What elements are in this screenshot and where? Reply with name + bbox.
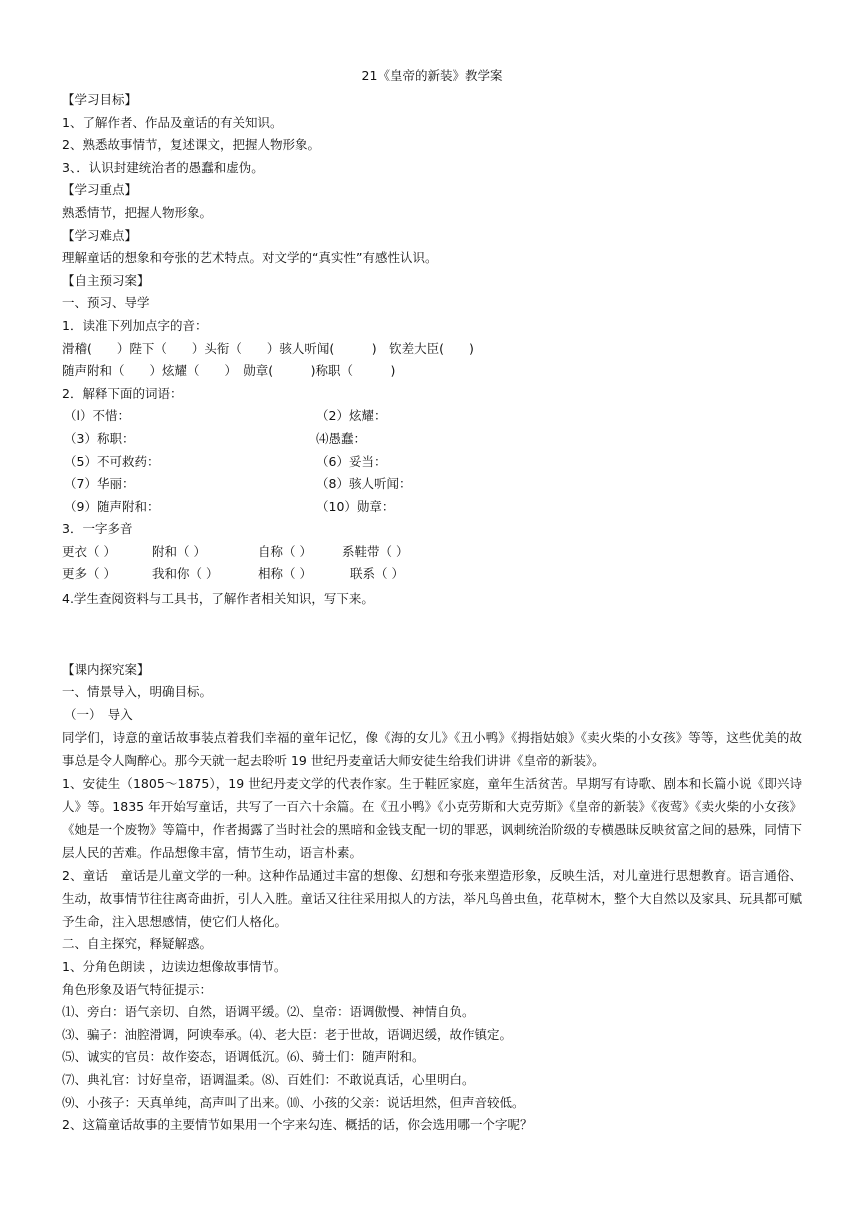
vocab-item: （5）不可救药：	[64, 453, 160, 469]
vocab-item: （9）随声附和：	[64, 498, 160, 514]
section-heading-difficulty: 【学习难点】	[62, 227, 138, 243]
polyphone-item: 联系（ ）	[350, 566, 404, 582]
vocab-row	[62, 405, 802, 428]
polyphone-item: 更多（ ）	[62, 566, 116, 582]
role-line: ⑶、骗子：油腔滑调，阿谀奉承。⑷、老大臣：老于世故，语调迟缓，故作镇定。	[62, 1026, 513, 1042]
step-2-heading: 二、自主探究，释疑解惑。	[62, 936, 213, 952]
vocab-row	[62, 496, 802, 519]
question-4: 4.学生查阅资料与工具书，了解作者相关知识，写下来。	[62, 591, 374, 607]
section-heading-self-study: 【自主预习案】	[62, 272, 150, 288]
step-2-item: 2、这篇童话故事的主要情节如果用一个字来勾连、概括的话，你会选用哪一个字呢？	[62, 1117, 533, 1133]
andersen-paragraph: 1、安徒生（1805～1875），19 世纪丹麦文学的代表作家。生于鞋匠家庭，童年生活贫苦。早期写有诗歌、剧本和长篇小说《即兴诗人》等。1835 年开始写童话，共写了一百六十余篇。在《丑小鸭》《小克劳斯和大克劳斯》《皇帝的新装》《夜莺》《卖火柴的小女孩》《她是一个废物》等篇中，作者揭露了当时社会的黑暗和金钱支配一切的罪恶，讽刺统治阶级的专横愚昧反映贫富之间的悬殊，同情下层人民的苦难。作品想像丰富，情节生动，语言朴素。	[62, 776, 802, 861]
vocab-row	[62, 451, 802, 474]
polyphone-row	[62, 541, 802, 564]
step-2-item: 1、分角色朗读 ，边读边想像故事情节。	[62, 959, 287, 975]
role-line: ⑸、诚实的官员：故作姿态，语调低沉。⑹、骑士们：随声附和。	[62, 1049, 425, 1065]
goal-item: 3、．认识封建统治者的愚蠢和虚伪。	[62, 159, 264, 175]
step-1-heading: 一、情景导入，明确目标。	[62, 684, 213, 700]
question-2-heading: 2．解释下面的词语：	[62, 385, 183, 401]
roles-heading: 角色形象及语气特征提示：	[62, 981, 213, 997]
vocab-row	[62, 428, 802, 451]
step-1-subheading: （一） 导入	[64, 706, 133, 722]
goal-item: 1、了解作者、作品及童话的有关知识。	[62, 114, 283, 130]
vocab-item: （6）妥当：	[316, 453, 387, 469]
polyphone-item: 系鞋带（ ）	[342, 543, 409, 559]
question-3-heading: 3．一字多音	[62, 521, 133, 537]
vocab-item: （l）不惜：	[64, 408, 130, 424]
vocab-item: ⑷愚蠢：	[316, 430, 367, 446]
vocab-item: （2）炫耀：	[316, 408, 387, 424]
vocab-row	[62, 473, 802, 496]
difficulty-text: 理解童话的想象和夸张的艺术特点。对文学的“真实性”有感性认识。	[62, 250, 438, 266]
polyphone-item: 相称（ ）	[258, 566, 312, 582]
polyphone-item: 我和你（ ）	[152, 566, 219, 582]
vocab-item: （3）称职：	[64, 430, 135, 446]
pronunciation-line: 随声附和（ ）炫耀（ ） 勋章( )称职（ )	[62, 363, 396, 379]
vocab-item: （8）骇人听闻：	[316, 476, 412, 492]
polyphone-item: 更衣（ ）	[62, 543, 116, 559]
blank-space	[62, 611, 802, 659]
document-page	[62, 66, 802, 1137]
polyphone-item: 自称（ ）	[258, 543, 312, 559]
question-1-heading: 1．读准下列加点字的音：	[62, 317, 208, 333]
key-text: 熟悉情节，把握人物形象。	[62, 204, 213, 220]
vocab-item: （10）勋章：	[316, 498, 395, 514]
fairy-tale-paragraph: 2、童话 童话是儿童文学的一种。这种作品通过丰富的想像、幻想和夸张来塑造形象，反映生活，对儿童进行思想教育。语言通俗、生动，故事情节往往离奇曲折，引人入胜。童话又往往采用拟人的方法，举凡鸟兽虫鱼，花草树木，整个大自然以及家具、玩具都可赋予生命，注入思想感情，使它们人格化。	[62, 868, 802, 930]
role-line: ⑴、旁白：语气亲切、自然，语调平缓。⑵、皇帝：语调傲慢、神情自负。	[62, 1004, 475, 1020]
polyphone-item: 附和（ ）	[152, 543, 206, 559]
pronunciation-line: 滑稽( ）陛下（ ）头衔（ ）骇人听闻( ) 钦差大臣( )	[62, 340, 474, 356]
role-line: ⑺、典礼官：讨好皇帝，语调温柔。⑻、百姓们：不敢说真话，心里明白。	[62, 1072, 475, 1087]
page-title: 21《皇帝的新装》教学案	[361, 68, 503, 83]
vocab-item: （7）华丽：	[64, 476, 135, 492]
section-heading-key: 【学习重点】	[62, 182, 138, 198]
intro-paragraph: 同学们，诗意的童话故事装点着我们幸福的童年记忆，像《海的女儿》《丑小鸭》《拇指姑娘》《卖火柴的小女孩》等等，这些优美的故事总是令人陶醉心。那今天就一起去聆听 19 世纪丹麦童话大师安徒生给我们讲讲《皇帝的新装》。	[62, 730, 802, 769]
role-line: ⑼、小孩子：天真单纯，高声叫了出来。⑽、小孩的父亲：说话坦然，但声音较低。	[62, 1094, 525, 1110]
goal-item: 2、熟悉故事情节，复述课文，把握人物形象。	[62, 137, 320, 153]
section-heading-class: 【课内探究案】	[62, 661, 150, 677]
section-heading-goals: 【学习目标】	[62, 92, 138, 107]
preview-heading: 一、预习、导学	[62, 295, 150, 311]
polyphone-row	[62, 563, 802, 586]
